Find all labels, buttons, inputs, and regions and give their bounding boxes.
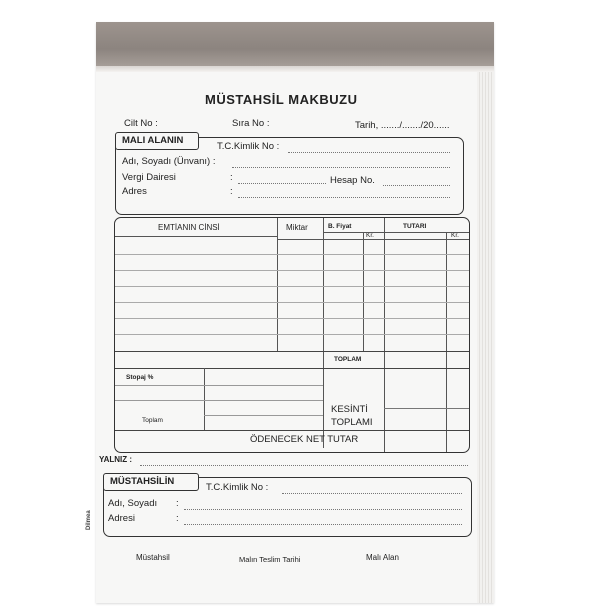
toplam-label: TOPLAM <box>334 356 362 363</box>
tax-office-line[interactable] <box>238 183 326 184</box>
sign-delivery-date: Malın Teslim Tarihi <box>239 555 301 564</box>
sign-mustahsil: Müstahsil <box>136 553 170 562</box>
producer-tc-label: T.C.Kimlik No : <box>206 482 269 493</box>
kesinti-bottom-rule <box>115 430 469 431</box>
stopaj-row-line <box>115 385 204 386</box>
yalniz-line[interactable] <box>140 465 468 466</box>
buyer-address-colon: : <box>230 186 233 197</box>
sign-buyer: Malı Alan <box>366 553 399 562</box>
producer-name-line[interactable] <box>184 509 462 510</box>
producer-name-label: Adı, Soyadı <box>108 498 158 509</box>
sira-no-label: Sıra No : <box>232 118 270 129</box>
producer-heading: MÜSTAHSİLİN <box>110 476 175 487</box>
col-emtia: EMTİANIN CİNSİ <box>158 223 220 232</box>
cilt-no-label: Cilt No : <box>124 118 158 129</box>
kesinti-row-line <box>384 408 469 409</box>
pad-pages-edge <box>477 72 494 603</box>
buyer-tc-line[interactable] <box>288 152 450 153</box>
buyer-tc-label: T.C.Kimlik No : <box>217 141 280 152</box>
buyer-heading: MALI ALANIN <box>122 135 184 146</box>
items-bottom-rule <box>115 351 469 352</box>
stopaj-row-line <box>204 385 323 386</box>
yalniz-label: YALNIZ : <box>99 455 133 464</box>
header-rule-left <box>115 236 277 237</box>
col-divider-tutari-kr <box>446 232 447 452</box>
stopaj-divider <box>204 368 205 430</box>
item-row-line <box>115 318 469 319</box>
producer-name-colon: : <box>176 498 179 509</box>
producer-tc-line[interactable] <box>282 493 462 494</box>
item-row-line <box>115 270 469 271</box>
col-tutari-kr: Kr. <box>451 232 459 239</box>
form-title: MÜSTAHSİL MAKBUZU <box>205 92 358 107</box>
stopaj-row-line <box>115 400 204 401</box>
binding-edge <box>96 66 494 72</box>
kesinti-label-2: TOPLAMI <box>331 417 373 428</box>
header-subrule <box>323 232 469 233</box>
item-row-line <box>115 286 469 287</box>
buyer-address-line[interactable] <box>238 197 450 198</box>
tax-office-label: Vergi Dairesi <box>122 172 176 183</box>
kesinti-label-1: KESİNTİ <box>331 404 368 415</box>
producer-address-line[interactable] <box>184 524 462 525</box>
col-divider-fiyat <box>323 218 324 448</box>
tax-office-colon: : <box>230 172 233 183</box>
account-no-label: Hesap No. <box>330 175 375 186</box>
col-divider-miktar <box>277 218 278 351</box>
item-row-line <box>115 302 469 303</box>
account-no-line[interactable] <box>383 185 450 186</box>
producer-address-label: Adresi <box>108 513 135 524</box>
col-bfiyat: B. Fiyat <box>328 223 352 230</box>
col-tutari: TUTARI <box>403 223 427 230</box>
net-amount-label: ÖDENECEK NET TUTAR <box>250 434 359 445</box>
stopaj-row-line <box>204 400 323 401</box>
header-rule-right <box>277 239 469 240</box>
date-field: Tarih, ......./......./20...... <box>355 120 450 131</box>
col-bfiyat-kr: Kr. <box>366 232 374 239</box>
buyer-address-label: Adres <box>122 186 147 197</box>
buyer-name-label: Adı, Soyadı (Ünvanı) : <box>122 156 216 167</box>
items-table <box>114 217 470 453</box>
item-row-line <box>115 334 469 335</box>
stopaj-label: Stopaj % <box>126 374 154 381</box>
toplam-left-label: Toplam <box>142 417 163 424</box>
totals-rule <box>115 368 469 369</box>
col-miktar: Miktar <box>286 223 308 232</box>
buyer-name-line[interactable] <box>232 167 450 168</box>
stopaj-row-line <box>204 415 323 416</box>
printer-mark: Dilmea <box>86 510 92 530</box>
item-row-line <box>115 254 469 255</box>
producer-address-colon: : <box>176 513 179 524</box>
binding-strip <box>96 22 494 67</box>
